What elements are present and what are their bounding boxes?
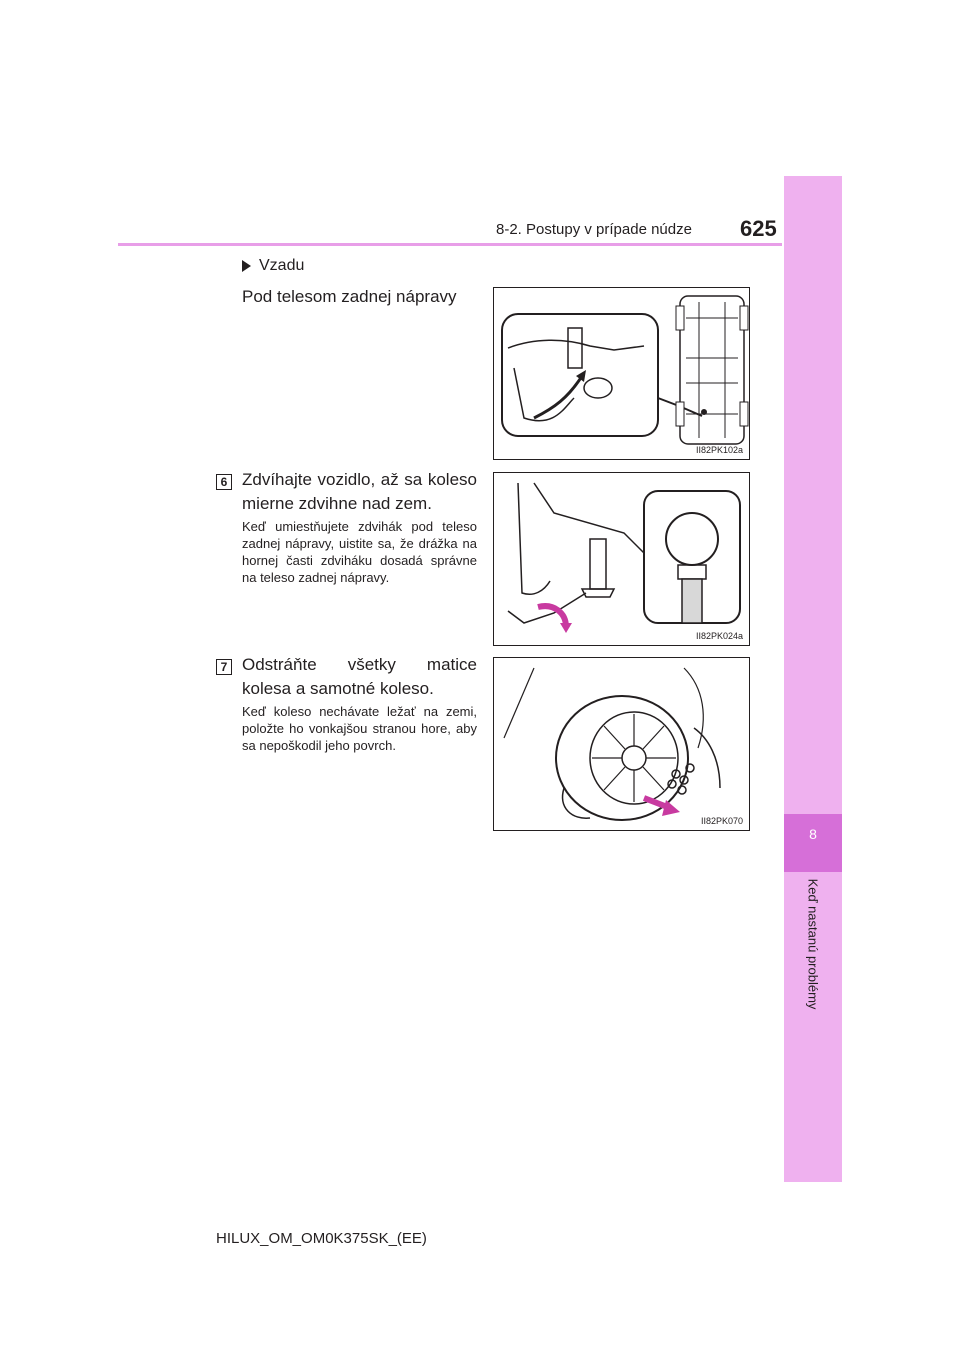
rear-axle-illustration bbox=[494, 288, 749, 459]
step7-text: Odstráňte všetky matice kolesa a samotné koleso. bbox=[242, 655, 477, 698]
triangle-bullet-icon bbox=[242, 260, 251, 272]
wheel-illustration bbox=[494, 658, 749, 830]
step-number-7: 7 bbox=[216, 659, 232, 675]
step6-note: Keď umiestňujete zdvihák pod teleso zadnej nápravy, uistite sa, že drážka na hornej časti zdviháku dosadá správne na teleso zadnej nápravy. bbox=[242, 519, 477, 585]
rear-bullet-label: Vzadu bbox=[259, 257, 305, 274]
rear-bullet bbox=[242, 257, 304, 275]
jack-illustration bbox=[494, 473, 749, 645]
step6-text: Zdvíhajte vozidlo, až sa koleso mierne zdvihne nad zem. bbox=[242, 470, 477, 513]
rear-text: Pod telesom zadnej nápravy bbox=[242, 287, 457, 306]
figure-wheel-removal bbox=[493, 657, 750, 831]
step7-note: Keď koleso nechávate ležať na zemi, položte ho vonkajšou stranou hore, aby sa nepoškodil jeho povrch. bbox=[242, 704, 477, 753]
chapter-number: 8 bbox=[809, 826, 817, 842]
chapter-number-box bbox=[784, 814, 842, 872]
step-number-6: 6 bbox=[216, 474, 232, 490]
section-title: 8-2. Postupy v prípade núdze bbox=[496, 221, 692, 238]
chapter-label: Keď nastanú problémy bbox=[805, 878, 821, 1010]
figure-jack-raise bbox=[493, 472, 750, 646]
page-number: 625 bbox=[740, 216, 777, 241]
figure-code: II82PK070 bbox=[700, 816, 743, 826]
document-id: HILUX_OM_OM0K375SK_(EE) bbox=[216, 1230, 427, 1247]
figure-rear-axle bbox=[493, 287, 750, 460]
chapter-side-tab bbox=[784, 176, 842, 1182]
header-rule bbox=[118, 243, 782, 246]
figure-code: II82PK024a bbox=[695, 631, 743, 641]
figure-code: II82PK102a bbox=[695, 445, 743, 455]
